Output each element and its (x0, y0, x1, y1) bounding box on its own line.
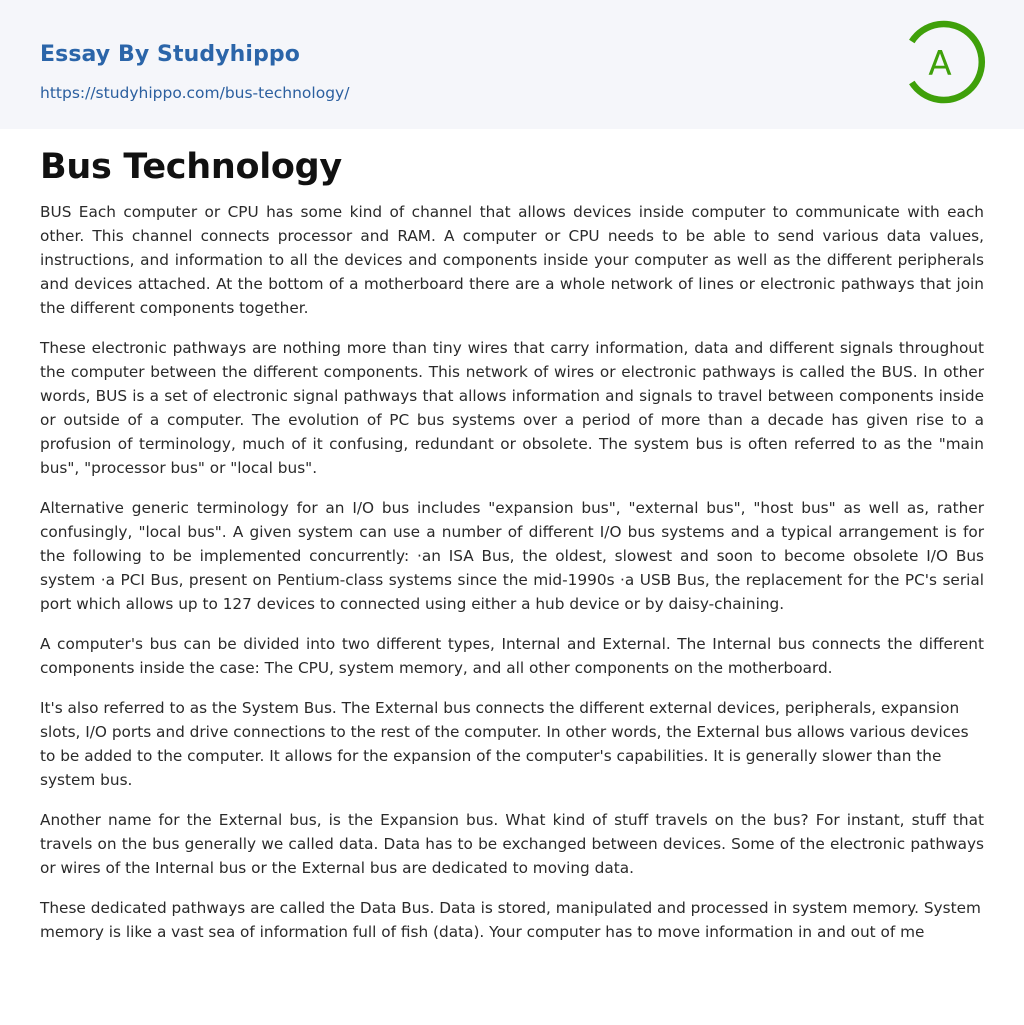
page-title: Bus Technology (40, 147, 342, 187)
essay-paragraph: It's also referred to as the System Bus. The External bus connects the different external devices, peripherals, expansion slots, I/O ports and drive connections to the rest of the computer. In other words, the External bus allows various devices to be added to the computer. It allows for the expansion of the computer's capabilities. It is generally slower than the system bus. (40, 699, 969, 789)
essay-url-link[interactable]: https://studyhippo.com/bus-technology/ (40, 84, 350, 102)
site-header (0, 0, 1024, 129)
essay-paragraph: These electronic pathways are nothing more than tiny wires that carry information, data and different signals throughout the computer between the different components. This network of wires or electronic pathways is called the BUS. In other words, BUS is a set of electronic signal pathways that allows information and signals to travel between components inside or outside of a computer. The evolution of PC bus systems over a period of more than a decade has given rise to a profusion of terminology, much of it confusing, redundant or obsolete. The system bus is often referred to as the "main bus", "processor bus" or "local bus". (40, 339, 984, 477)
essay-paragraph: Alternative generic terminology for an I/O bus includes "expansion bus", "external bus", "host bus" as well as, rather confusingly, "local bus". A given system can use a number of different I/O bus systems and a typical arrangement is for the following to be implemented concurrently: ·an ISA Bus, the oldest, slowest and soon to become obsolete I/O Bus system ·a PCI Bus, present on Pentium-class systems since the mid-1990s ·a USB Bus, the replacement for the PC's serial port which allows up to 127 devices to connected using either a hub device or by daisy-chaining. (40, 499, 984, 613)
studyhippo-a-logo-icon[interactable] (900, 18, 988, 106)
essay-paragraph: Another name for the External bus, is the Expansion bus. What kind of stuff travels on the bus? For instant, stuff that travels on the bus generally we called data. Data has to be exchanged between devices. Some of the electronic pathways or wires of the Internal bus or the External bus are dedicated to moving data. (40, 811, 984, 877)
brand-title[interactable]: Essay By Studyhippo (40, 42, 300, 67)
essay-paragraph: These dedicated pathways are called the Data Bus. Data is stored, manipulated and processed in system memory. System memory is like a vast sea of information full of fish (data). Your computer has to move information in and out of me (40, 899, 981, 941)
essay-paragraph: BUS Each computer or CPU has some kind of channel that allows devices inside computer to communicate with each other. This channel connects processor and RAM. A computer or CPU needs to be able to send various data values, instructions, and information to all the devices and components inside your computer as well as the different peripherals and devices attached. At the bottom of a motherboard there are a whole network of lines or electronic pathways that join the different components together. (40, 203, 984, 317)
essay-paragraph: A computer's bus can be divided into two different types, Internal and External. The Internal bus connects the different components inside the case: The CPU, system memory, and all other components on the motherboard. (40, 635, 984, 677)
essay-content (40, 144, 984, 960)
logo-letter: A (928, 44, 952, 84)
